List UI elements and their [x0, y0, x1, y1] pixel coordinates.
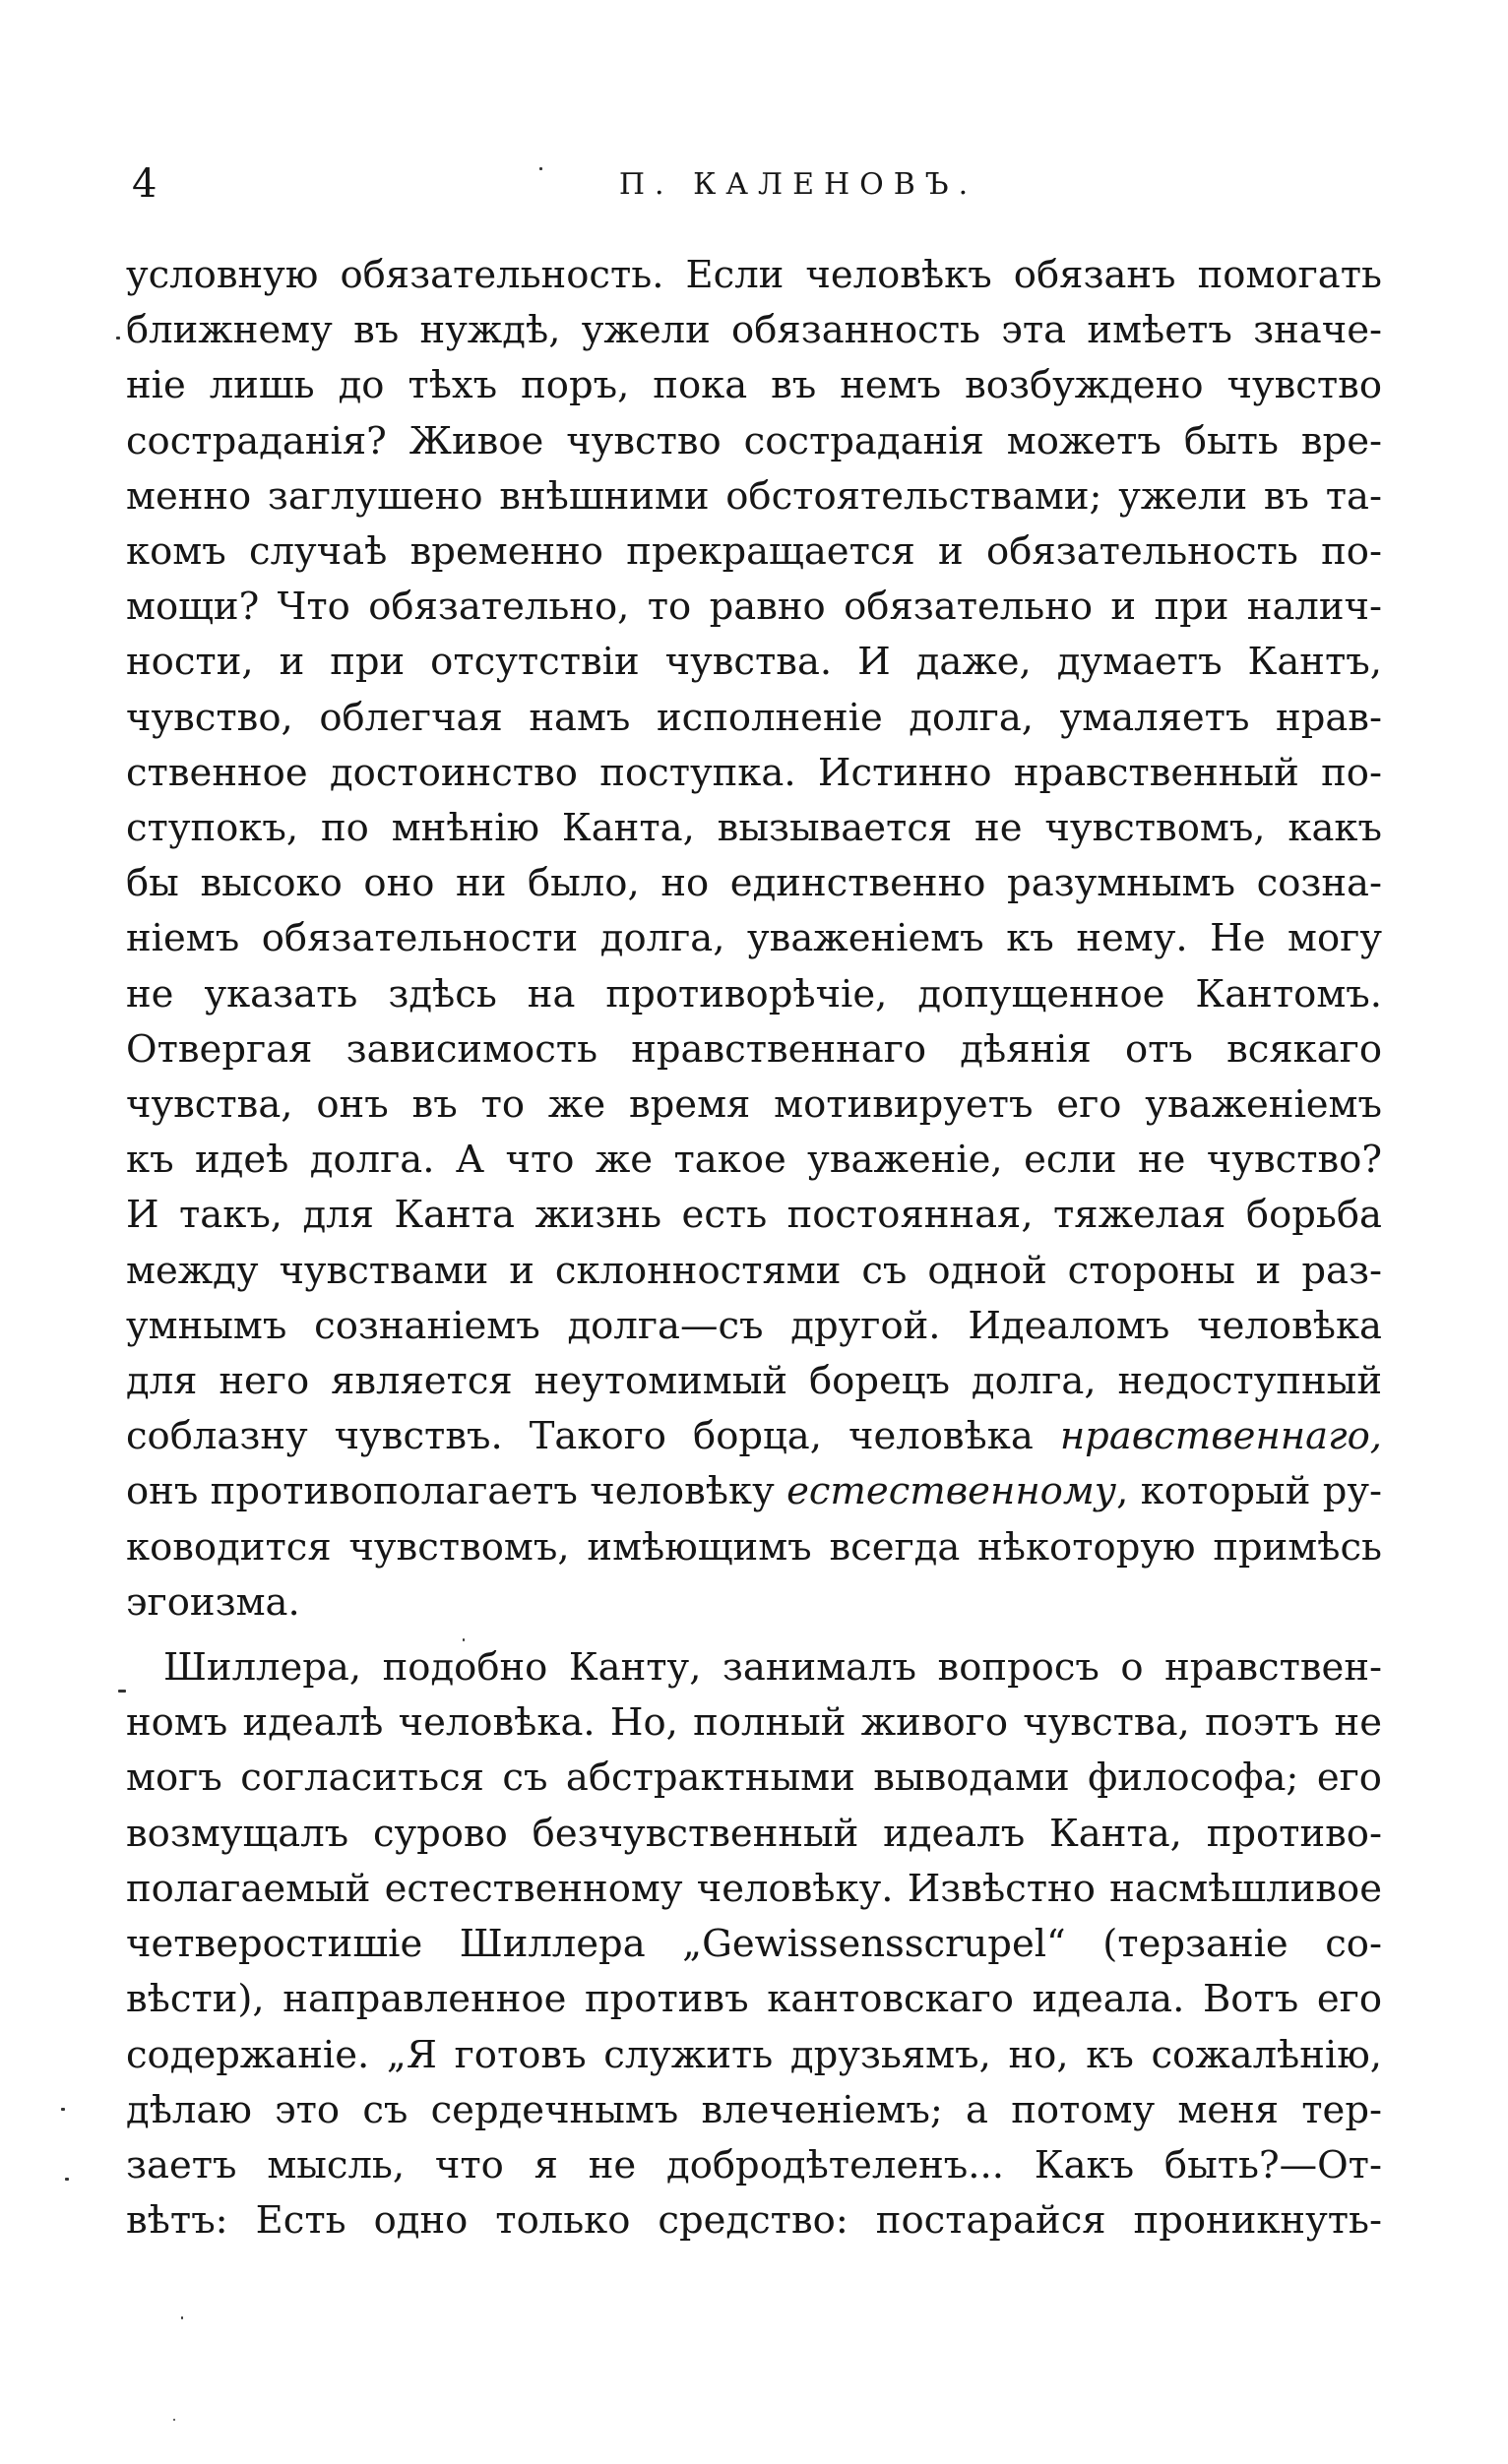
running-head: П. КАЛЕНОВЪ. [618, 167, 978, 202]
text-segment: , который ру- [1116, 1469, 1382, 1514]
text-line [126, 1409, 1382, 1464]
text-line: для него является неутомимый борецъ долга, недоступный [126, 1359, 1382, 1404]
scan-speck [118, 1690, 126, 1693]
text-line: дѣлаю это съ сердечнымъ влеченіемъ; а потому меня тер- [126, 2087, 1382, 2132]
text-line: номъ идеалѣ человѣка. Но, полный живого чувства, поэтъ не [126, 1700, 1382, 1746]
paragraph-2 [126, 1640, 1382, 2248]
text-line [126, 1464, 1382, 1519]
scan-speck [539, 167, 542, 170]
scan-speck [173, 2419, 175, 2421]
text-line: Отвергая зависимость нравственнаго дѣянія отъ всякаго [126, 1026, 1382, 1072]
text-line: менно заглушено внѣшними обстоятельствами; ужели въ та- [126, 473, 1382, 519]
text-line: вѣтъ: Есть одно только средство: постарайся проникнуть- [126, 2198, 1382, 2244]
text-line: между чувствами и склонностями съ одной стороны и раз- [126, 1248, 1382, 1293]
text-line: комъ случаѣ временно прекращается и обязательность по- [126, 529, 1382, 575]
italic-term: нравственнаго, [1059, 1414, 1382, 1459]
text-line: ности, и при отсутствіи чувства. И даже, думаетъ Кантъ, [126, 640, 1382, 685]
text-line: вѣсти), направленное противъ кантовскаго идеала. Вотъ его [126, 1977, 1382, 2022]
text-line: ководится чувствомъ, имѣющимъ всегда нѣкоторую примѣсь [126, 1524, 1382, 1570]
text-line: возмущалъ сурово безчувственный идеалъ Канта, противо- [126, 1811, 1382, 1856]
text-line: ближнему въ нуждѣ, ужели обязанность эта имѣетъ значе- [126, 308, 1382, 353]
text-line: условную обязательность. Если человѣкъ обязанъ помогать [126, 253, 1382, 297]
paragraph-1 [126, 248, 1382, 1631]
scan-speck [463, 1638, 465, 1641]
text-line: заетъ мысль, что я не добродѣтеленъ... Какъ быть?—От- [126, 2142, 1382, 2187]
text-line: могъ согласиться съ абстрактными выводами философа; его [126, 1756, 1382, 1801]
text-segment: онъ противополагаетъ человѣку [126, 1469, 787, 1514]
paragraph-spacer [126, 1631, 1382, 1640]
page-header [126, 157, 1382, 216]
text-line: четверостишіе Шиллера „Gewissensscrupel“ (терзаніе со- [126, 1922, 1382, 1967]
body-text [126, 248, 1382, 2248]
scan-speck [65, 2178, 69, 2181]
text-segment: соблазну чувствъ. Такого борца, человѣка [126, 1414, 1060, 1459]
scan-speck [181, 2316, 183, 2319]
text-line: полагаемый естественному человѣку. Извѣстно насмѣшливое [126, 1866, 1382, 1911]
text-line: ступокъ, по мнѣнію Канта, вызывается не чувствомъ, какъ [126, 806, 1382, 851]
text-line: эгоизма. [126, 1579, 300, 1625]
page-number: 4 [132, 161, 157, 207]
text-line: состраданія? Живое чувство состраданія можетъ быть вре- [126, 418, 1382, 463]
text-line: не указать здѣсь на противорѣчіе, допущенное Кантомъ. [126, 971, 1382, 1016]
text-line: ственное достоинство поступка. Истинно нравственный по- [126, 750, 1382, 795]
text-line: И такъ, для Канта жизнь есть постоянная, тяжелая борьба [126, 1193, 1382, 1238]
text-line: содержаніе. „Я готовъ служить друзьямъ, но, къ сожалѣнію, [126, 2032, 1382, 2077]
text-line: бы высоко оно ни было, но единственно разумнымъ созна- [126, 861, 1382, 906]
text-line: къ идеѣ долга. А что же такое уваженіе, если не чувство? [126, 1138, 1382, 1183]
text-line: чувство, облегчая намъ исполненіе долга, умаляетъ нрав- [126, 695, 1382, 740]
scan-speck [116, 337, 120, 339]
italic-term: естественному [786, 1469, 1117, 1514]
scan-speck [61, 2108, 65, 2111]
text-line: ніемъ обязательности долга, уваженіемъ къ нему. Не могу [126, 916, 1382, 961]
text-line: Шиллера, подобно Канту, занималъ вопросъ о нравствен- [163, 1645, 1382, 1691]
text-line: ніе лишь до тѣхъ поръ, пока въ немъ возбуждено чувство [126, 363, 1382, 408]
text-line: мощи? Что обязательно, то равно обязательно и при налич- [126, 585, 1382, 630]
text-line: чувства, онъ въ то же время мотивируетъ его уваженіемъ [126, 1082, 1382, 1128]
text-line: умнымъ сознаніемъ долга—съ другой. Идеаломъ человѣка [126, 1303, 1382, 1348]
